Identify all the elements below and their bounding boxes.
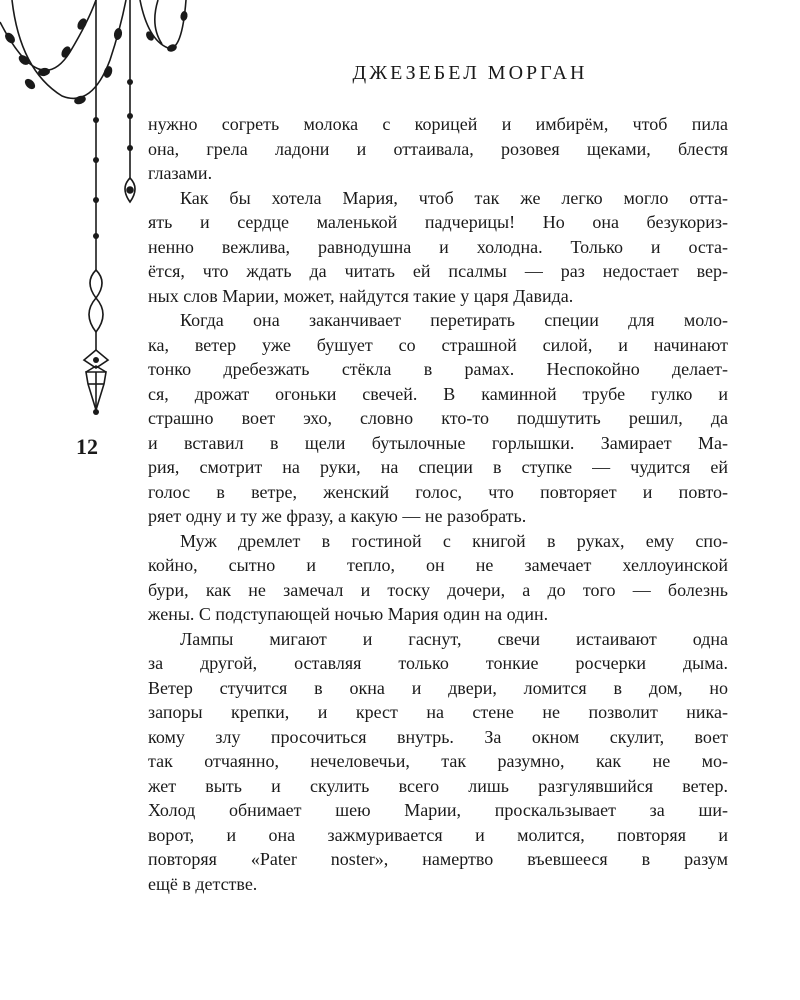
text-line: ка, ветер уже бушует со страшной силой, и начинают (148, 334, 728, 355)
text-line: Холод обнимает шею Марии, проскальзывает за ши- (148, 800, 728, 820)
text-line: жет выть и скулить всего лишь разгулявшийся ветер. (148, 775, 728, 796)
page-number: 12 (76, 434, 98, 459)
text-line: запоры крепки, и крест на стене не позволит ника- (148, 702, 728, 722)
text-line: Муж дремлет в гостиной с книгой в руках, ему спо- (180, 530, 728, 551)
text-line: рия, смотрит на руки, на специи в ступке — чудится ей (148, 457, 728, 477)
text-line: глазами. (148, 163, 213, 183)
text-line: так отчаянно, нечеловечьи, так разумно, как не мо- (148, 751, 728, 771)
text-line: она, грела ладони и оттаивала, розовея щеками, блестя (148, 138, 728, 159)
text-line: ненно вежлива, равнодушна и холодна. Только и оста- (148, 236, 728, 257)
text-line: кому злу просочиться внутрь. За окном скулит, воет (148, 726, 728, 747)
text-line: ётся, что ждать да читать ей псалмы — раз недостает вер- (148, 261, 728, 281)
text-line: Ветер стучится в окна и двери, ломится в дом, но (148, 677, 728, 698)
text-line: ять и сердце маленькой падчерицы! Но она безукориз- (148, 212, 728, 232)
text-line: бури, как не замечал и тоску дочери, а до того — болезнь (148, 579, 728, 600)
text-line: и вставил в щели бутылочные горлышки. Замирает Ма- (148, 432, 728, 453)
running-head-title: ДЖЕЗЕБЕЛ МОРГАН (352, 62, 588, 84)
body-text (148, 112, 728, 896)
text-line: ряет одну и ту же фразу, а какую — не разобрать. (148, 506, 527, 526)
text-line: ворот, и она зажмуривается и молится, повторяя и (148, 824, 728, 845)
text-line: за другой, оставляя только тонкие росчерки дыма. (148, 653, 728, 673)
text-line: страшно воет эхо, словно кто-то подшутить решил, да (148, 408, 728, 428)
text-line: нужно согреть молока с корицей и имбирём, чтоб пила (148, 114, 728, 134)
text-line: ся, дрожат огоньки свечей. В каминной трубе гулко и (148, 383, 728, 404)
text-line: голос в ветре, женский голос, что повторяет и повто- (148, 481, 728, 502)
text-line: койно, сытно и тепло, он не замечает хеллоуинской (148, 555, 728, 575)
text-line: тонко дребезжать стёкла в рамах. Неспокойно делает- (148, 359, 728, 379)
text-line: повторяя «Pater noster», намертво въевшееся в разум (148, 849, 728, 869)
text-line: Лампы мигают и гаснут, свечи истаивают одна (180, 628, 728, 649)
text-line: ещё в детстве. (148, 873, 258, 894)
text-line: Как бы хотела Мария, чтоб так же легко могло отта- (180, 187, 728, 208)
text-line: жены. С подступающей ночью Мария один на один. (148, 604, 549, 624)
text-line: Когда она заканчивает перетирать специи для моло- (180, 310, 728, 330)
text-line: ных слов Марии, может, найдутся такие у царя Давида. (148, 285, 574, 306)
